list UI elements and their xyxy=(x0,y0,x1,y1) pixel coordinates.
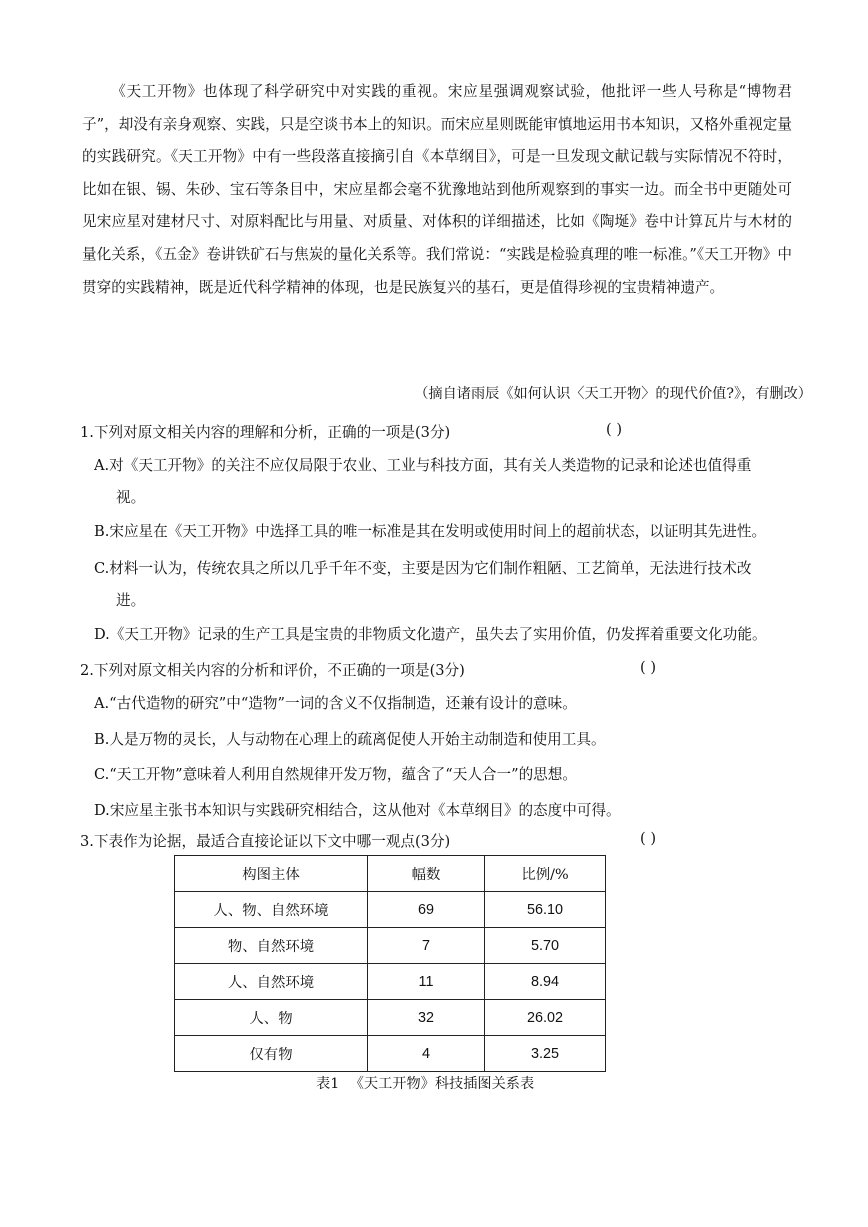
passage-paragraph: 《天工开物》也体现了科学研究中对实践的重视。宋应星强调观察试验，他批评一些人号称是“博物君子”，却没有亲身观察、实践，只是空谈书本上的知识。而宋应星则既能审慎地运用书本知识，又格外重视定量的实践研究。《天工开物》中有一些段落直接摘引自《本草纲目》，可是一旦发现文献记载与实际情况不符时，比如在银、锡、朱砂、宝石等条目中，宋应星都会毫不犹豫地站到他所观察到的事实一边。而全书中更随处可见宋应星对建材尺寸、对原料配比与用量、对质量、对体积的详细描述，比如《陶埏》卷中计算瓦片与木材的量化关系，《五金》卷讲铁矿石与焦炭的量化关系等。我们常说：“实践是检验真理的唯一标准。”《天工开物》中贯穿的实践精神，既是近代科学精神的体现，也是民族复兴的基石，更是值得珍视的宝贵精神遗产。 xyxy=(82,83,792,296)
table-header-cell: 构图主体 xyxy=(175,856,368,892)
table-cell: 人、物、自然环境 xyxy=(175,892,368,928)
table-cell: 56.10 xyxy=(485,892,606,928)
table-row xyxy=(175,928,606,964)
question-1-option-d xyxy=(94,619,794,651)
table-row xyxy=(175,964,606,1000)
option-text: D.宋应星主张书本知识与实践研究相结合，这从他对《本草纲目》的态度中可得。 xyxy=(94,802,621,819)
data-table xyxy=(174,855,606,1072)
option-continuation: 视。 xyxy=(116,488,146,506)
question-2-option-b xyxy=(94,724,794,756)
source-citation: （摘自诸雨辰《如何认识〈天工开物〉的现代价值?》，有删改） xyxy=(414,386,812,402)
question-2-option-c xyxy=(94,759,794,791)
table-cell: 7 xyxy=(368,928,485,964)
question-3-text: 3.下表作为论据，最适合直接论证以下文中哪一观点(3分) xyxy=(80,833,451,850)
question-2-option-d xyxy=(94,795,794,827)
table-cell: 4 xyxy=(368,1036,485,1072)
option-text: D.《天工开物》记录的生产工具是宝贵的非物质文化遗产，虽失去了实用价值，仍发挥着重要文化功能。 xyxy=(94,626,767,643)
table-cell: 69 xyxy=(368,892,485,928)
table-header-cell: 幅数 xyxy=(368,856,485,892)
table-header-cell: 比例/% xyxy=(485,856,606,892)
table-cell: 11 xyxy=(368,964,485,1000)
question-1-stem xyxy=(80,421,450,442)
table-cell: 32 xyxy=(368,1000,485,1036)
question-2-option-a xyxy=(94,688,794,720)
table-cell: 26.02 xyxy=(485,1000,606,1036)
table-cell: 3.25 xyxy=(485,1036,606,1072)
question-1-text: 1.下列对原文相关内容的理解和分析，正确的一项是(3分) xyxy=(80,424,451,441)
table-cell: 5.70 xyxy=(485,928,606,964)
table-cell: 人、物 xyxy=(175,1000,368,1036)
question-2-stem xyxy=(80,659,465,680)
table-cell: 人、自然环境 xyxy=(175,964,368,1000)
question-1-answer-paren: ( ) xyxy=(606,421,623,438)
option-text: B.宋应星在《天工开物》中选择工具的唯一标准是其在发明或使用时间上的超前状态，以证明其先进性。 xyxy=(94,523,767,540)
table-cell: 8.94 xyxy=(485,964,606,1000)
question-3-stem xyxy=(80,830,450,851)
option-text: C.“天工开物”意味着人利用自然规律开发万物，蕴含了“天人合一”的思想。 xyxy=(94,766,577,783)
question-2-text: 2.下列对原文相关内容的分析和评价，不正确的一项是(3分) xyxy=(80,662,465,679)
option-text: A.对《天工开物》的关注不应仅局限于农业、工业与科技方面，其有关人类造物的记录和论述也值得重 xyxy=(94,457,752,474)
question-2-answer-paren: ( ) xyxy=(640,659,657,676)
table-row xyxy=(175,892,606,928)
question-1-option-c xyxy=(94,553,794,616)
table-caption: 表1 《天工开物》科技插图关系表 xyxy=(316,1076,535,1092)
option-continuation: 进。 xyxy=(116,591,146,609)
option-text: C.材料一认为，传统农具之所以几乎千年不变，主要是因为它们制作粗陋、工艺简单，无法进行技术改 xyxy=(94,560,752,577)
table-header-row xyxy=(175,856,606,892)
option-text: B.人是万物的灵长，人与动物在心理上的疏离促使人开始主动制造和使用工具。 xyxy=(94,731,606,748)
question-1-option-b xyxy=(94,516,794,548)
question-1-option-a xyxy=(94,450,794,513)
table-cell: 仅有物 xyxy=(175,1036,368,1072)
table-cell: 物、自然环境 xyxy=(175,928,368,964)
question-3-answer-paren: ( ) xyxy=(640,830,657,847)
table-row xyxy=(175,1000,606,1036)
option-text: A.“古代造物的研究”中“造物”一词的含义不仅指制造，还兼有设计的意味。 xyxy=(94,695,577,712)
table-row xyxy=(175,1036,606,1072)
